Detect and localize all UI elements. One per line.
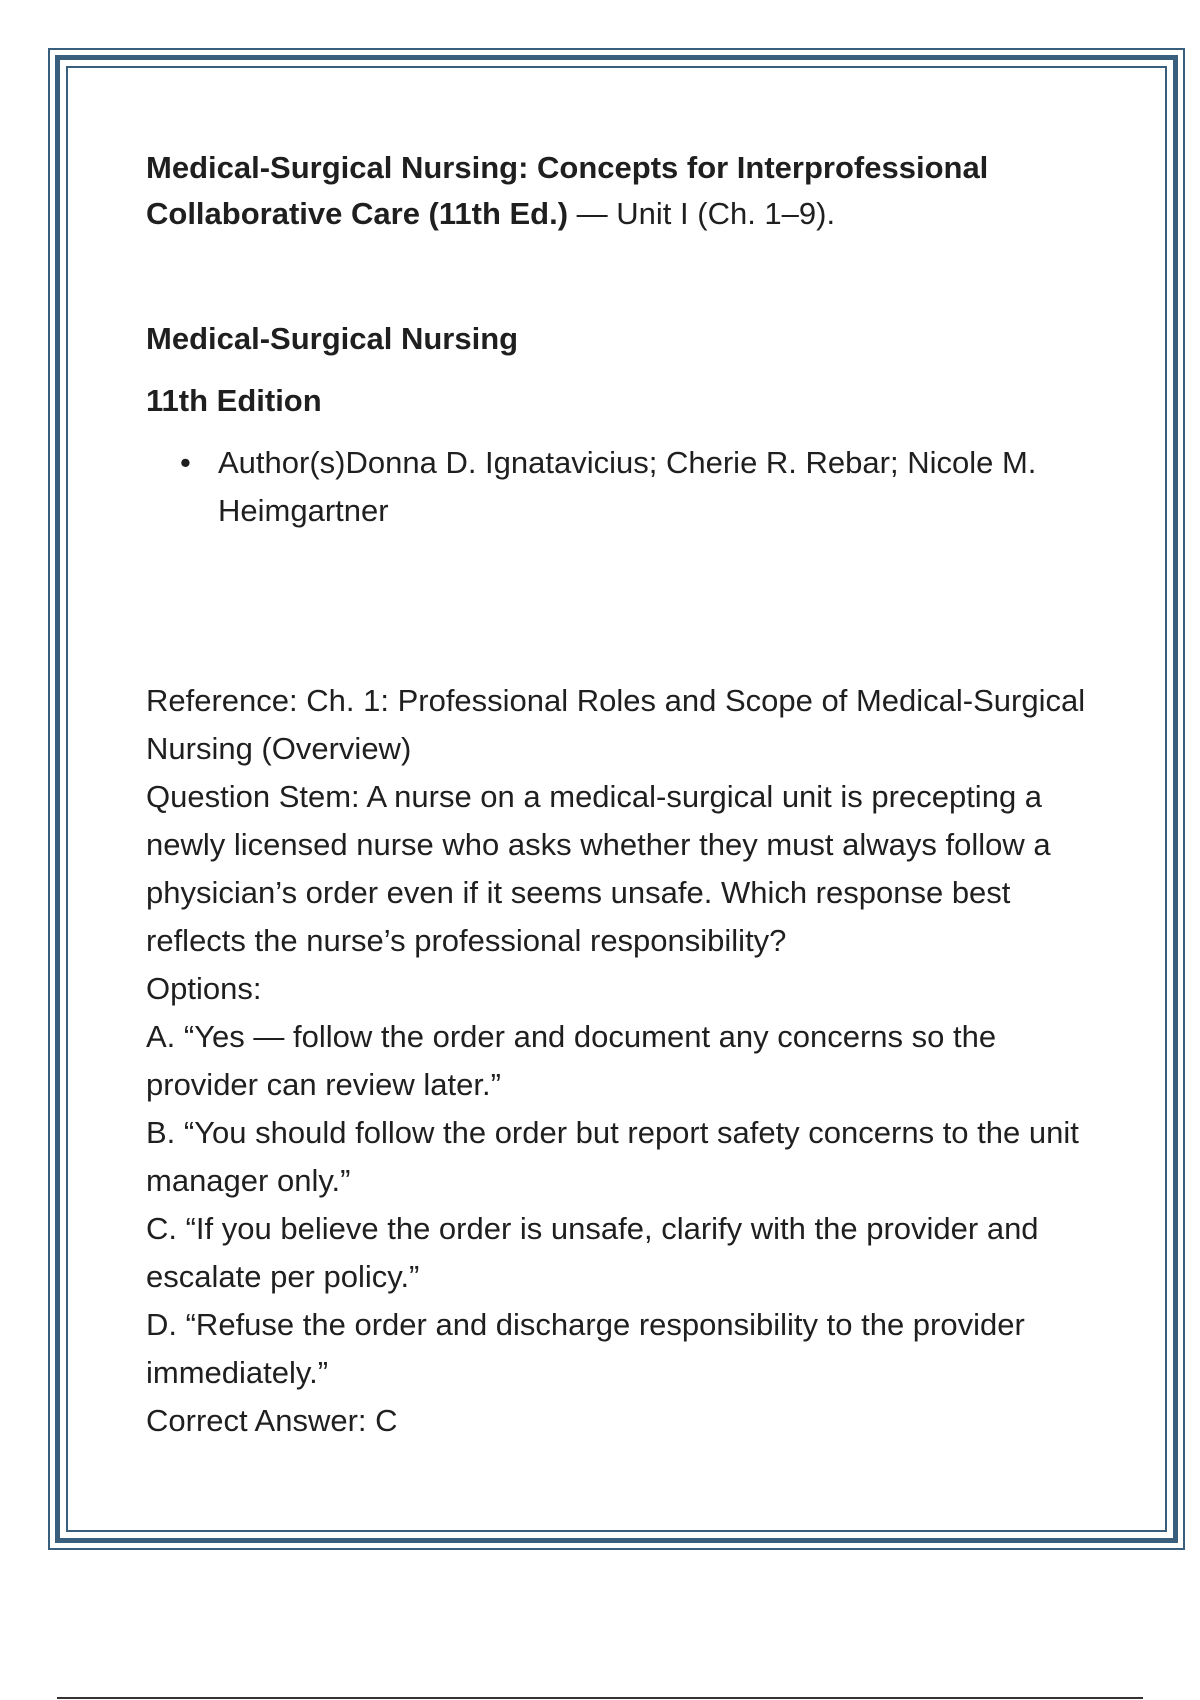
question-stem: Question Stem: A nurse on a medical-surgical unit is precepting a newly licensed nurse who asks whether they must always follow a physician’s order even if it seems unsafe. Which response best reflects the nurse’s professional responsibility? xyxy=(146,779,1051,958)
option-b: B. “You should follow the order but report safety concerns to the unit manager only.” xyxy=(146,1115,1079,1198)
question-reference: Reference: Ch. 1: Professional Roles and Scope of Medical-Surgical Nursing (Overview) xyxy=(146,683,1086,766)
authors-list-item xyxy=(180,439,1086,535)
options-label: Options: xyxy=(146,971,262,1006)
title-unit-text: — Unit I (Ch. 1–9). xyxy=(568,196,836,231)
book-name: Medical-Surgical Nursing xyxy=(146,321,519,356)
book-edition: 11th Edition xyxy=(146,383,322,418)
document-content xyxy=(146,145,1086,1445)
title-bold-text: Medical-Surgical Nursing: Concepts for Interprofessional Collaborative Care (11th Ed.) xyxy=(146,150,989,231)
authors-text: Author(s)Donna D. Ignatavicius; Cherie R. Rebar; Nicole M. Heimgartner xyxy=(218,445,1037,528)
option-c: C. “If you believe the order is unsafe, clarify with the provider and escalate per policy.” xyxy=(146,1211,1039,1294)
bullet-icon: • xyxy=(180,445,191,480)
option-a: A. “Yes — follow the order and document any concerns so the provider can review later.” xyxy=(146,1019,997,1102)
authors-list xyxy=(146,439,1086,535)
question-block xyxy=(146,677,1086,1445)
correct-answer: Correct Answer: C xyxy=(146,1403,398,1438)
footer-rule xyxy=(57,1697,1143,1699)
document-title xyxy=(146,145,1086,237)
option-d: D. “Refuse the order and discharge responsibility to the provider immediately.” xyxy=(146,1307,1025,1390)
